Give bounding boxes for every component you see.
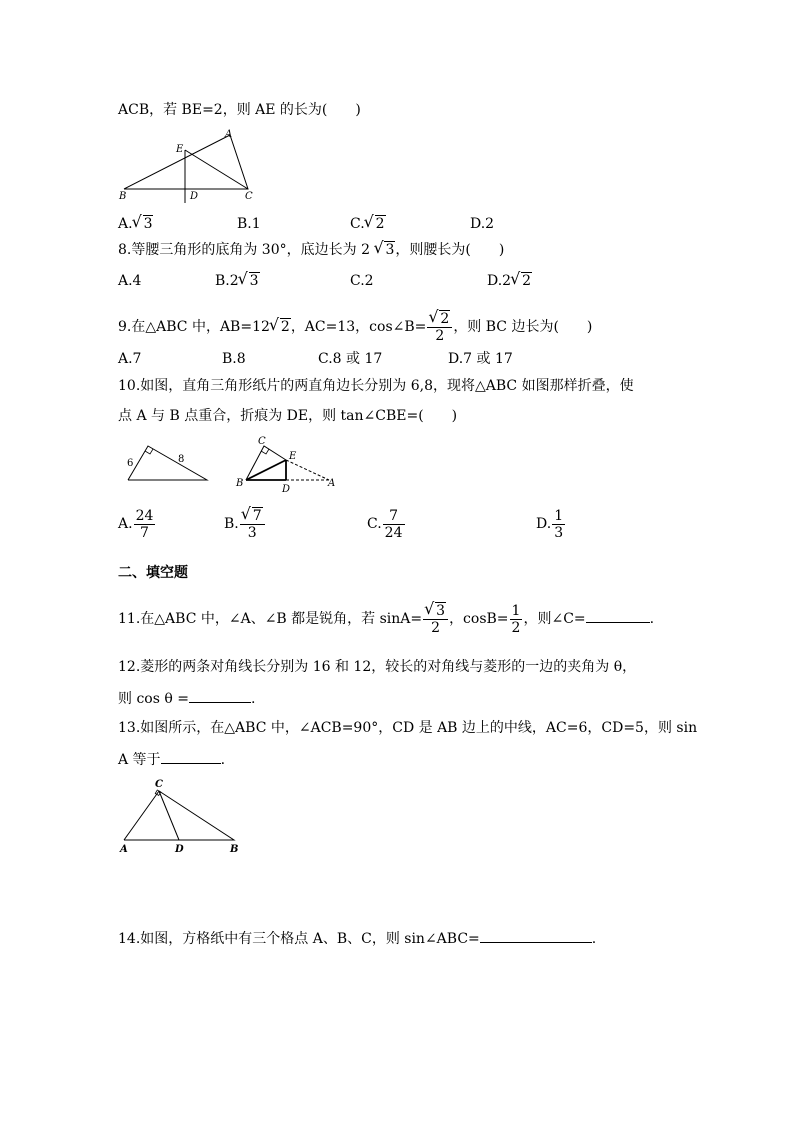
q13-label-d: D (175, 844, 184, 855)
q11-answer-blank (586, 608, 650, 623)
q7-option-c: C.√ 2 (350, 214, 386, 234)
q9-option-b: B.8 (222, 351, 246, 367)
q13-label-b: B (230, 844, 239, 855)
q10-label-6: 6 (127, 458, 134, 469)
q12-line1: 12.菱形的两条对角线长分别为 16 和 12，较长的对角线与菱形的一边的夹角为 θ， (118, 659, 637, 675)
q9-cos-fraction: √ $\frac{2}{2}$ (427, 311, 452, 344)
q10-option-d: D. $\frac{1}{3}$ (536, 507, 564, 541)
q7-text: ACB，若 BE=2，则 AE 的长为( ) (118, 102, 361, 118)
q10-label-8: 8 (178, 454, 185, 465)
q10-figure-right (232, 434, 342, 496)
q10-label-b: B (236, 478, 244, 489)
q11-text: 11.在△ABC 中，∠A、∠B 都是锐角，若 sinA= √ $\frac{3}{2}$ ，cosB= $\frac{1}{2}$ ，则∠C= . (118, 597, 654, 641)
q8-text: 8.等腰三角形的底角为 30°，底边长为 2 √ 3，则腰长为( ) (118, 240, 504, 260)
q9-option-a: A.7 (118, 351, 142, 367)
q12-answer-blank (189, 688, 251, 703)
q8-option-d: D.2√ 2 (487, 271, 532, 291)
q13-figure (118, 776, 243, 856)
q14-answer-blank (480, 928, 592, 943)
q7-option-b: B.1 (237, 216, 261, 232)
q7-figure (118, 128, 258, 204)
q10-label-a: A (328, 478, 336, 489)
q10-option-a: A. $\frac{24}{7}$ (118, 507, 154, 541)
q7-label-b: B (119, 191, 127, 202)
q10-option-c: C. $\frac{7}{24}$ (367, 507, 403, 541)
q9-option-c: C.8 或 17 (318, 351, 383, 367)
q8-option-a: A.4 (118, 273, 142, 289)
q10-label-d: D (282, 484, 291, 495)
q13-label-c: C (155, 779, 163, 790)
section-heading: 二、填空题 (118, 565, 188, 581)
q13-label-a: A (120, 844, 128, 855)
q8-option-c: C.2 (350, 273, 374, 289)
q7-label-e: E (176, 144, 184, 155)
q10-line1: 10.如图，直角三角形纸片的两直角边长分别为 6,8，现将△ABC 如图那样折叠，使 (118, 378, 634, 394)
q12-line2: 则 cos θ = . (118, 688, 255, 709)
q10-line2: 点 A 与 B 点重合，折痕为 DE，则 tan∠CBE=( ) (118, 408, 458, 424)
q10-option-b: B. √ $\frac{7}{3}$ (224, 504, 266, 544)
q7-label-a: A (225, 129, 233, 140)
q13-line1: 13.如图所示，在△ABC 中，∠ACB=90°，CD 是 AB 边上的中线，AC=6，CD=5，则 sin (118, 720, 698, 736)
q7-option-d: D.2 (470, 216, 495, 232)
q7-option-a: A.√ 3 (118, 214, 153, 234)
q8-option-b: B.2√ 3 (215, 271, 260, 291)
q13-answer-blank (161, 749, 221, 764)
q13-line2: A 等于 . (118, 749, 225, 770)
q7-label-c: C (245, 191, 253, 202)
q9-option-d: D.7 或 17 (448, 351, 513, 367)
q10-figure-left (118, 440, 213, 485)
q14-text: 14.如图，方格纸中有三个格点 A、B、C，则 sin∠ABC= . (118, 928, 596, 949)
q9-text: 9.在△ABC 中，AB=12√ 2，AC=13，cos∠B= √ $\frac{2}{2}$ ，则 BC 边长为( ) (118, 305, 592, 349)
q10-label-c: C (258, 436, 266, 447)
q10-label-e: E (289, 451, 297, 462)
q7-label-d: D (190, 191, 199, 202)
